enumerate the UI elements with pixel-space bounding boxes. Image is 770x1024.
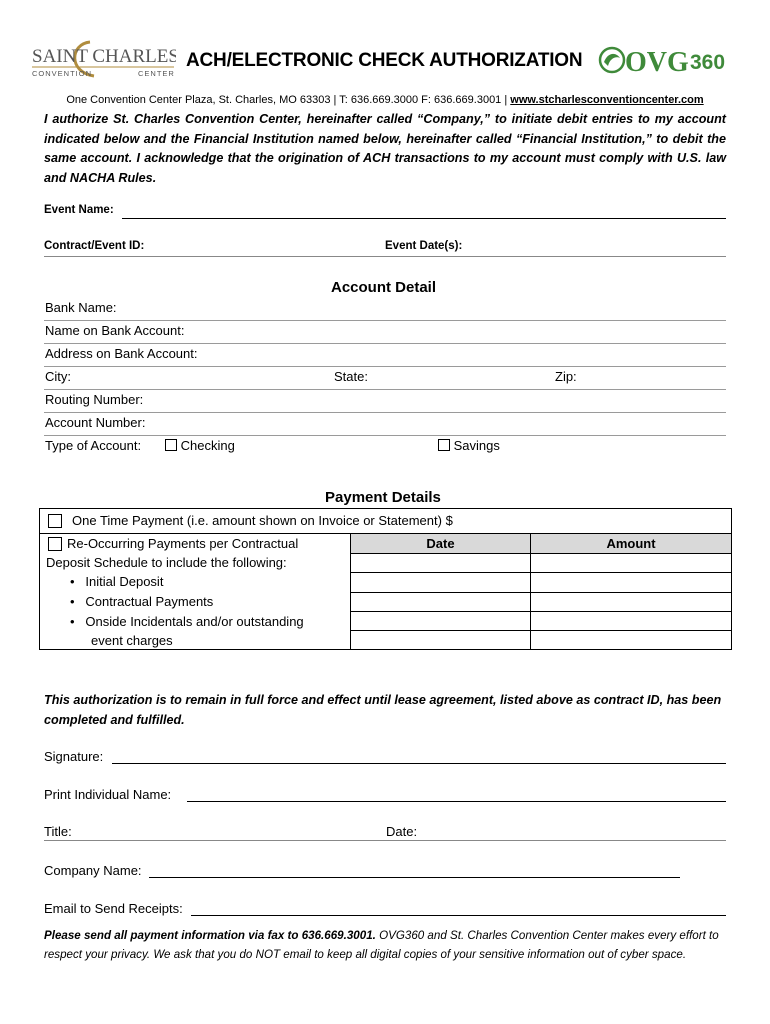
- ovg360-logo: [598, 44, 738, 76]
- footer-privacy-notice: OVG360 and St. Charles Convention Center makes every effort to respect your privacy. We ask that you do NOT email to keep all digital copies of your sensitive information out of cyber space.: [44, 929, 719, 961]
- checking-label: Checking: [180, 438, 235, 453]
- savings-label: Savings: [453, 438, 500, 453]
- name-on-account-field[interactable]: [44, 320, 726, 344]
- zip-label: Zip:: [555, 369, 577, 384]
- logo-left-sub-right: CENTER: [138, 69, 175, 78]
- account-type-label: Type of Account:: [45, 438, 142, 453]
- signature-field[interactable]: [112, 763, 726, 764]
- address-text: One Convention Center Plaza, St. Charles, MO 63303 | T: 636.669.3000 F: 636.669.3001 |: [66, 94, 508, 106]
- footer-notice: [44, 926, 728, 964]
- contact-line: [0, 94, 770, 106]
- account-detail-heading: Account Detail: [331, 279, 437, 296]
- account-number-field[interactable]: [44, 412, 726, 436]
- logo-left-text: SAINT CHARLES: [32, 46, 176, 67]
- authorization-statement: This authorization is to remain in full force and effect until lease agreement, listed above as contract ID, has been completed and fulfilled.: [44, 693, 722, 727]
- amount-column-header: Amount: [606, 536, 656, 551]
- state-label: State:: [334, 369, 368, 384]
- account-number-label: Account Number:: [45, 415, 146, 430]
- saint-charles-logo: [30, 36, 176, 78]
- city-state-zip-row[interactable]: [44, 366, 726, 390]
- savings-checkbox[interactable]: [438, 439, 450, 451]
- checking-option[interactable]: [165, 438, 235, 453]
- schedule-date-cells[interactable]: [351, 554, 530, 649]
- logo-right-text-a: OVG: [625, 47, 689, 76]
- company-name-label: Company Name:: [44, 863, 142, 878]
- address-on-account-field[interactable]: [44, 343, 726, 367]
- logo-left-sub-left: CONVENTION: [32, 69, 93, 78]
- event-name-label: Event Name:: [44, 204, 114, 216]
- bullet-incidentals-cont: event charges: [91, 633, 173, 648]
- address-on-account-label: Address on Bank Account:: [45, 346, 198, 361]
- intro-paragraph: I authorize St. Charles Convention Center, hereinafter called “Company,” to initiate debit entries to my account indicated below and the Financial Institution named below, hereinafter called “Financial Institution,” to debit the same account. I acknowledge that the origination of ACH transactions to my account must comply with U.S. law and NACHA Rules.: [44, 112, 726, 185]
- account-type-row: [44, 435, 726, 458]
- one-time-payment-label: One Time Payment (i.e. amount shown on Invoice or Statement) $: [72, 513, 453, 528]
- contract-id-label: Contract/Event ID:: [44, 240, 145, 252]
- recurring-line1: Re-Occurring Payments per Contractual: [67, 536, 299, 551]
- one-time-payment-checkbox[interactable]: [48, 514, 62, 528]
- payment-details-heading: Payment Details: [325, 489, 441, 506]
- footer-fax-notice: Please send all payment information via fax to 636.669.3001.: [44, 929, 376, 942]
- event-dates-label: Event Date(s):: [385, 240, 463, 252]
- routing-number-field[interactable]: [44, 389, 726, 413]
- bank-name-field[interactable]: [44, 297, 726, 321]
- name-on-account-label: Name on Bank Account:: [45, 323, 185, 338]
- email-receipts-label: Email to Send Receipts:: [44, 901, 183, 916]
- checking-checkbox[interactable]: [165, 439, 177, 451]
- one-time-payment-row[interactable]: [40, 509, 731, 534]
- logo-right-text-b: 360: [690, 51, 726, 74]
- city-label: City:: [45, 369, 71, 384]
- title-date-field[interactable]: [44, 840, 726, 841]
- schedule-amount-cells[interactable]: [531, 554, 731, 649]
- company-name-field[interactable]: [149, 877, 680, 878]
- bullet-contractual-payments: • Contractual Payments: [70, 594, 214, 609]
- title-label: Title:: [44, 824, 72, 839]
- savings-option[interactable]: [438, 438, 500, 453]
- bank-name-label: Bank Name:: [45, 300, 117, 315]
- email-receipts-field[interactable]: [191, 915, 726, 916]
- print-name-label: Print Individual Name:: [44, 787, 172, 802]
- date-column-header: Date: [426, 536, 455, 551]
- recurring-line2: Deposit Schedule to include the following:: [46, 555, 287, 570]
- event-name-field[interactable]: [122, 218, 726, 219]
- routing-number-label: Routing Number:: [45, 392, 144, 407]
- page-title: ACH/ELECTRONIC CHECK AUTHORIZATION: [186, 50, 583, 71]
- print-name-field[interactable]: [187, 801, 726, 802]
- bullet-incidentals: • Onside Incidentals and/or outstanding: [70, 614, 304, 629]
- bullet-initial-deposit: • Initial Deposit: [70, 574, 164, 589]
- payment-table: [39, 508, 732, 650]
- signature-label: Signature:: [44, 749, 104, 764]
- date-label: Date:: [386, 824, 418, 839]
- recurring-payment-checkbox[interactable]: [48, 537, 62, 551]
- website-link[interactable]: www.stcharlesconventioncenter.com: [510, 94, 704, 106]
- contract-row-line[interactable]: [44, 256, 726, 257]
